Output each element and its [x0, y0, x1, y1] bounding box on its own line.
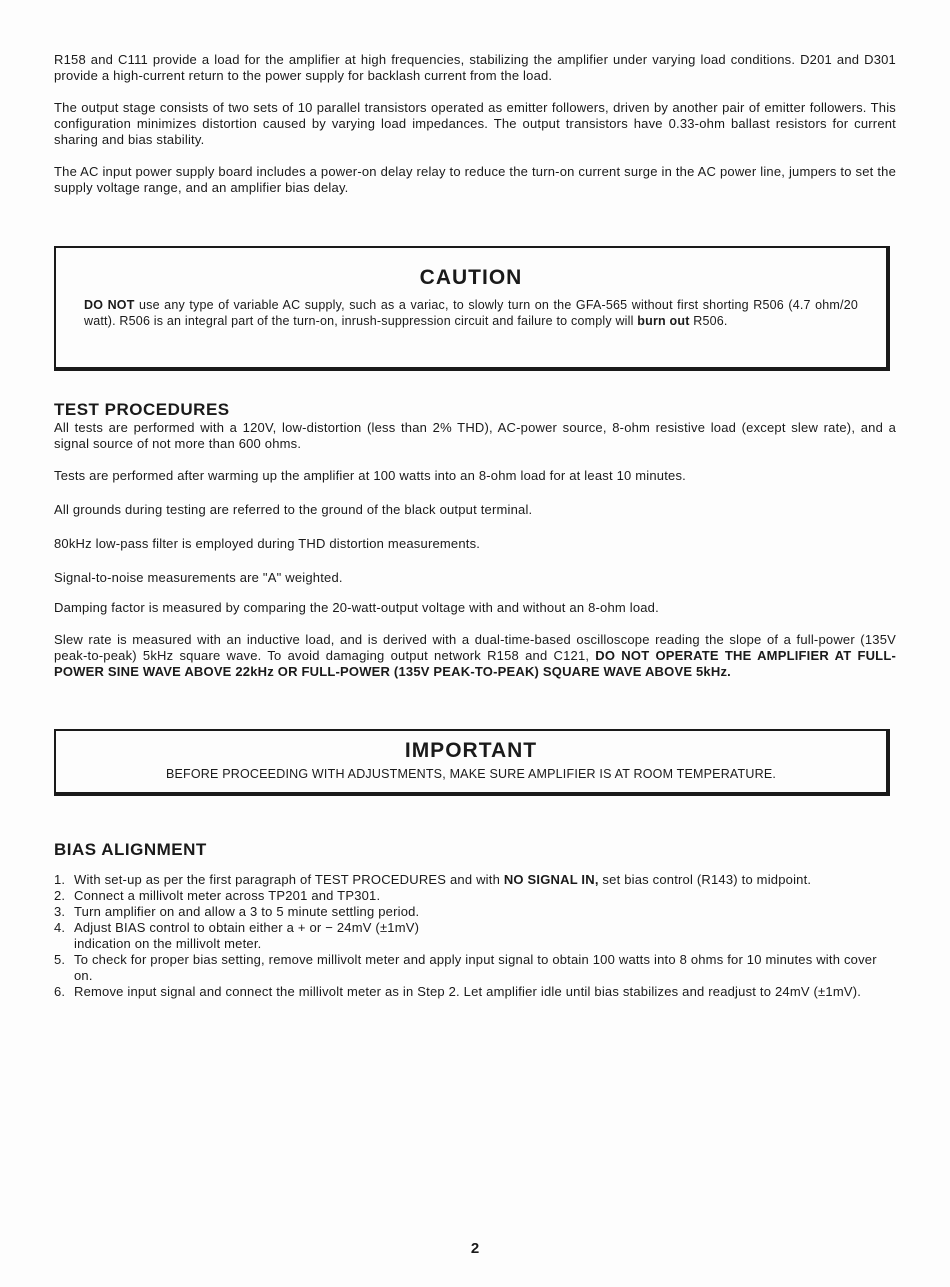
intro-section — [54, 52, 896, 196]
caution-text-1: use any type of variable AC supply, such as a variac, to slowly turn on the GFA-565 without first shorting R506 (4.7 ohm/20 watt). R506 is an integral part of the turn-on, inrush-suppression circuit and failure to comply will — [84, 298, 858, 328]
intro-paragraph-2: The output stage consists of two sets of 10 parallel transistors operated as emitter followers, driven by another pair of emitter followers. This configuration minimizes distortion caused by varying load impedances. The output transistors have 0.33-ohm ballast resistors for current sharing and bias stability. — [54, 100, 896, 147]
caution-box — [54, 246, 890, 371]
bias-step-1: 1. With set-up as per the first paragraph of TEST PROCEDURES and with NO SIGNAL IN, set bias control (R143) to midpoint. — [54, 872, 812, 887]
test-paragraph-6: Damping factor is measured by comparing the 20-watt-output voltage with and without an 8-ohm load. — [54, 600, 659, 615]
test-paragraph-4: 80kHz low-pass filter is employed during THD distortion measurements. — [54, 536, 481, 551]
test-procedures-heading: TEST PROCEDURES — [54, 400, 230, 419]
bias-step-3: 3. Turn amplifier on and allow a 3 to 5 minute settling period. — [54, 904, 420, 919]
bias-step-4: 4. Adjust BIAS control to obtain either a + or − 24mV (±1mV) indication on the millivolt meter. — [54, 920, 420, 951]
important-box — [54, 729, 890, 796]
important-title: IMPORTANT — [404, 739, 538, 762]
slew-rate-warning: DO NOT OPERATE THE AMPLIFIER AT FULL-POWER SINE WAVE ABOVE 22kHz OR FULL-POWER (135V PEAK-TO-PEAK) SQUARE WAVE ABOVE 5kHz. — [54, 648, 896, 679]
caution-text-2: R506. — [689, 313, 728, 328]
bias-step-5: 5. To check for proper bias setting, remove millivolt meter and apply input signal to obtain 100 watts into 8 ohms for 10 minutes with cover on. — [54, 952, 877, 983]
intro-paragraph-1: R158 and C111 provide a load for the amplifier at high frequencies, stabilizing the amplifier under varying load conditions. D201 and D301 provide a high-current return to the power supply for backlash current from the load. — [54, 52, 896, 83]
caution-text — [84, 298, 858, 329]
page-number: 2 — [470, 1240, 480, 1257]
bias-alignment-heading: BIAS ALIGNMENT — [54, 840, 207, 859]
bias-step-6: 6. Remove input signal and connect the millivolt meter as in Step 2. Let amplifier idle until bias stabilizes and readjust to 24mV (±1mV). — [54, 984, 862, 999]
bias-step-2: 2. Connect a millivolt meter across TP201 and TP301. — [54, 888, 381, 903]
caution-do-not: DO NOT — [84, 298, 135, 312]
intro-paragraph-3: The AC input power supply board includes a power-on delay relay to reduce the turn-on current surge in the AC power line, jumpers to set the supply voltage range, and an amplifier bias delay. — [54, 164, 896, 195]
caution-burn-out: burn out — [637, 313, 690, 328]
test-paragraph-3: All grounds during testing are referred to the ground of the black output terminal. — [54, 502, 533, 517]
bias-steps-list — [54, 872, 896, 1000]
test-paragraph-1: All tests are performed with a 120V, low-distortion (less than 2% THD), AC-power source, 8-ohm resistive load (except slew rate), and a signal source of not more than 600 ohms. — [54, 420, 896, 451]
important-text: BEFORE PROCEEDING WITH ADJUSTMENTS, MAKE SURE AMPLIFIER IS AT ROOM TEMPERATURE. — [165, 767, 777, 781]
test-paragraph-7 — [54, 632, 896, 680]
slew-rate-text: Slew rate is measured with an inductive load, and is derived with a dual-time-based oscilloscope reading the slope of a full-power (135V peak-to-peak) 5kHz square wave. To avoid damaging output network R158 and C121, — [54, 632, 896, 663]
caution-title: CAUTION — [419, 266, 523, 289]
test-procedures-section — [54, 420, 896, 680]
test-paragraph-2: Tests are performed after warming up the amplifier at 100 watts into an 8-ohm load for at least 10 minutes. — [54, 468, 686, 483]
test-paragraph-5: Signal-to-noise measurements are "A" weighted. — [54, 570, 343, 585]
